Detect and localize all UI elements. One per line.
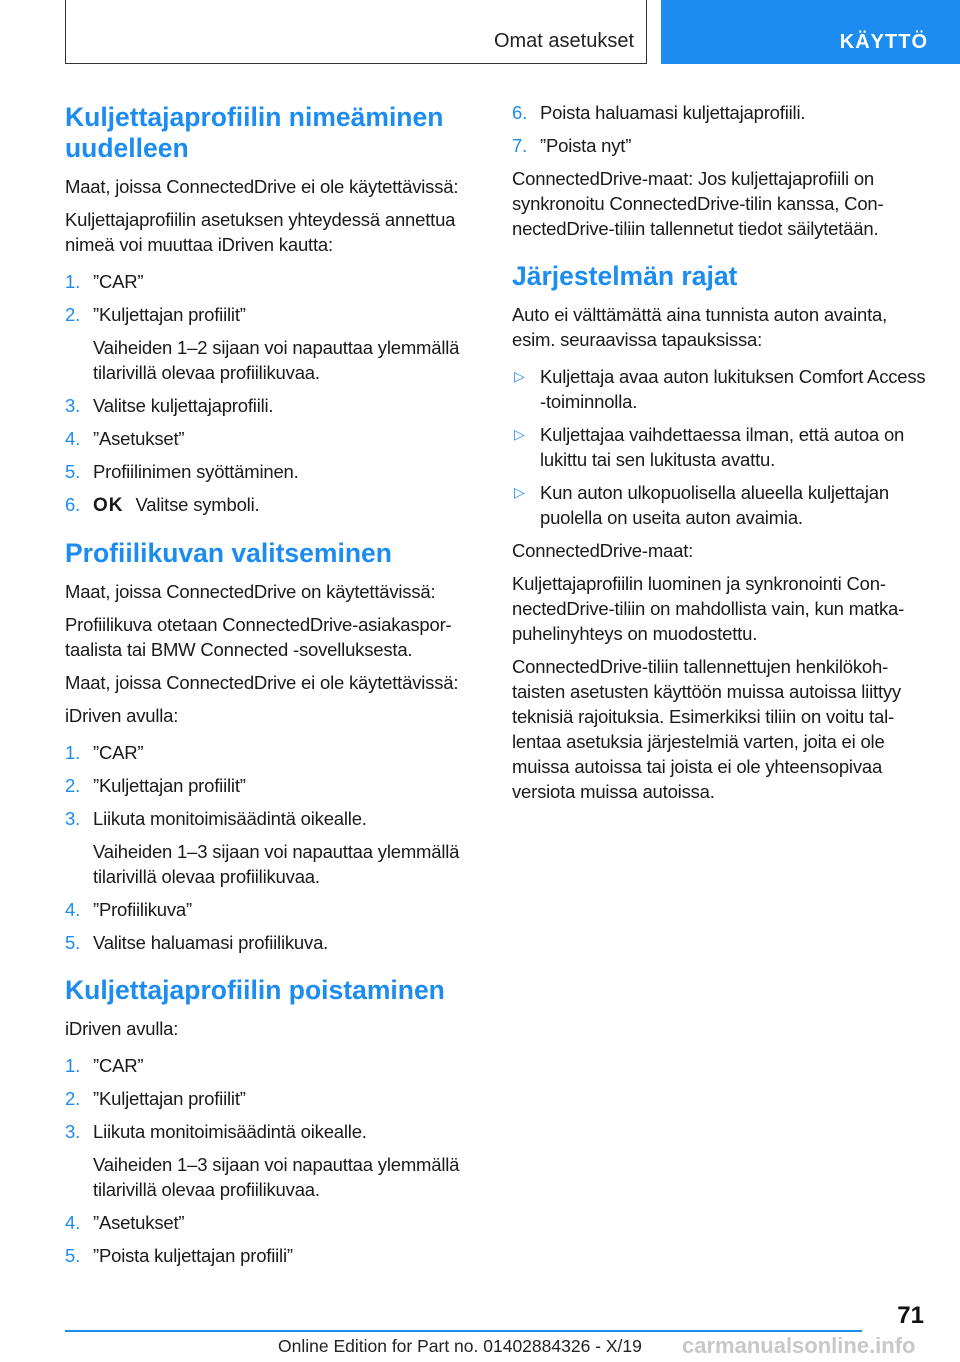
paragraph: Profiilikuva otetaan ConnectedDrive-asiakasportaalista tai BMW Connected -sovelluksesta. (65, 614, 452, 660)
step-text: ”Poista nyt” (540, 135, 632, 156)
step-number: 2. (65, 1088, 81, 1109)
paragraph: Maat, joissa ConnectedDrive on käytettävissä: (65, 581, 436, 602)
heading-rename-profile: Kuljettajaprofiilin nimeäminen uudelleen (65, 102, 444, 163)
step-note: Vaiheiden 1–2 sijaan voi napauttaa ylemmällä tilarivillä olevaa profiilikuvaa. (93, 337, 460, 383)
triangle-bullet-icon: ▷ (514, 484, 525, 500)
step-number: 5. (65, 1245, 81, 1266)
header-section-title: Omat asetukset (493, 30, 634, 52)
list-item (512, 480, 926, 530)
ok-icon: OK (93, 495, 124, 516)
step-text: Valitse kuljettajaprofiili. (93, 395, 274, 416)
list-item (65, 773, 477, 798)
step-text: ”Asetukset” (93, 1212, 185, 1233)
step-text: Valitse symboli. (135, 494, 260, 515)
step-text: Valitse haluamasi profiilikuva. (93, 932, 329, 953)
paragraph: Kuljettajaprofiilin asetuksen yhteydessä annettua nimeä voi muuttaa iDriven kautta: (65, 209, 456, 255)
list-item (65, 269, 477, 294)
step-number: 4. (65, 899, 81, 920)
bullet-text: Kun auton ulkopuolisella alueella kuljettajan puolella on useita auton avaimia. (540, 482, 889, 528)
steps-list-delete-continued (512, 100, 926, 158)
step-text: ”Kuljettajan profiilit” (93, 775, 246, 796)
step-number: 3. (65, 1121, 81, 1142)
step-number: 5. (65, 461, 81, 482)
list-item (65, 426, 477, 451)
list-item (65, 1210, 477, 1235)
step-text: ”CAR” (93, 271, 144, 292)
paragraph: Auto ei välttämättä aina tunnista auton avainta, esim. seuraavissa tapauksissa: (512, 304, 888, 350)
list-item (65, 393, 477, 418)
step-text: Liikuta monitoimisäädintä oikealle. (93, 808, 367, 829)
left-column (65, 100, 477, 1268)
heading-delete-profile: Kuljettajaprofiilin poistaminen (65, 975, 445, 1005)
steps-list-picture (65, 740, 477, 955)
bullet-text: Kuljettajaa vaihdettaessa ilman, että autoa on lukittu tai sen lukitusta avattu. (540, 424, 905, 470)
paragraph: Kuljettajaprofiilin luominen ja synkronointi ConnectedDrive-tiliin on mahdollista vain, kun matkapuhelinyhteys on muodostettu. (512, 573, 905, 644)
steps-list-rename (65, 269, 477, 518)
step-number: 7. (512, 135, 528, 156)
page-number: 71 (897, 1302, 924, 1329)
list-item (65, 302, 477, 385)
header-chapter-title: KÄYTTÖ (839, 31, 928, 53)
steps-list-delete (65, 1053, 477, 1268)
step-number: 6. (512, 102, 528, 123)
step-note: Vaiheiden 1–3 sijaan voi napauttaa ylemmällä tilarivillä olevaa profiilikuvaa. (93, 841, 460, 887)
list-item (65, 806, 477, 889)
step-text: ”CAR” (93, 742, 144, 763)
paragraph: Maat, joissa ConnectedDrive ei ole käytettävissä: (65, 176, 459, 197)
paragraph: ConnectedDrive-maat: (512, 540, 694, 561)
right-column (512, 100, 926, 804)
step-text: Profiilinimen syöttäminen. (93, 461, 299, 482)
list-item (65, 740, 477, 765)
list-item (65, 492, 477, 518)
step-text: ”Kuljettajan profiilit” (93, 1088, 246, 1109)
list-item (512, 364, 926, 414)
step-text: ”CAR” (93, 1055, 144, 1076)
heading-profile-picture: Profiilikuvan valitseminen (65, 538, 392, 568)
step-number: 2. (65, 304, 81, 325)
list-item (65, 1119, 477, 1202)
triangle-bullet-icon: ▷ (514, 368, 525, 384)
paragraph: ConnectedDrive-maat: Jos kuljettajaprofiili on synkronoitu ConnectedDrive-tilin kanssa, ConnectedDrive-tiliin tallennetut tiedot säilytetään. (512, 168, 884, 239)
header-section-box (65, 0, 647, 64)
step-number: 1. (65, 271, 81, 292)
list-item (512, 100, 926, 125)
paragraph: iDriven avulla: (65, 1018, 179, 1039)
watermark: carmanualsonline.info (682, 1333, 916, 1358)
step-text: Liikuta monitoimisäädintä oikealle. (93, 1121, 367, 1142)
list-item (512, 422, 926, 472)
paragraph: iDriven avulla: (65, 705, 179, 726)
step-note: Vaiheiden 1–3 sijaan voi napauttaa ylemmällä tilarivillä olevaa profiilikuvaa. (93, 1154, 460, 1200)
list-item (65, 1053, 477, 1078)
paragraph: ConnectedDrive-tiliin tallennettujen henkilökohtaisten asetusten käyttöön muissa autoissa liittyy teknisiä rajoituksia. Esimerkiksi tiliin on voitu tallentaa asetuksia järjestelmiä varten, joita ei ole muissa autoissa tai joista ei ole yhteensopivaa versiota muissa autoissa. (512, 656, 901, 802)
step-number: 1. (65, 1055, 81, 1076)
step-text: Poista haluamasi kuljettajaprofiili. (540, 102, 806, 123)
step-text: ”Kuljettajan profiilit” (93, 304, 246, 325)
list-item (65, 897, 477, 922)
paragraph: Maat, joissa ConnectedDrive ei ole käytettävissä: (65, 672, 459, 693)
step-number: 3. (65, 395, 81, 416)
footer-edition: Online Edition for Part no. 01402884326 - X/19 (278, 1336, 642, 1356)
step-number: 4. (65, 1212, 81, 1233)
list-item (65, 930, 477, 955)
list-item (65, 1243, 477, 1268)
bullet-list-limits (512, 364, 926, 530)
step-text: ”Profiilikuva” (93, 899, 192, 920)
triangle-bullet-icon: ▷ (514, 426, 525, 442)
list-item (65, 1086, 477, 1111)
heading-system-limits: Järjestelmän rajat (512, 261, 738, 291)
footer-divider (65, 1330, 862, 1332)
bullet-text: Kuljettaja avaa auton lukituksen Comfort Access -toiminnolla. (540, 366, 926, 412)
step-number: 6. (65, 494, 81, 515)
step-text: ”Asetukset” (93, 428, 185, 449)
step-number: 2. (65, 775, 81, 796)
step-text: ”Poista kuljettajan profiili” (93, 1245, 293, 1266)
step-number: 4. (65, 428, 81, 449)
step-number: 5. (65, 932, 81, 953)
header-chapter-tab (661, 0, 960, 64)
list-item (65, 459, 477, 484)
list-item (512, 133, 926, 158)
step-number: 1. (65, 742, 81, 763)
step-number: 3. (65, 808, 81, 829)
